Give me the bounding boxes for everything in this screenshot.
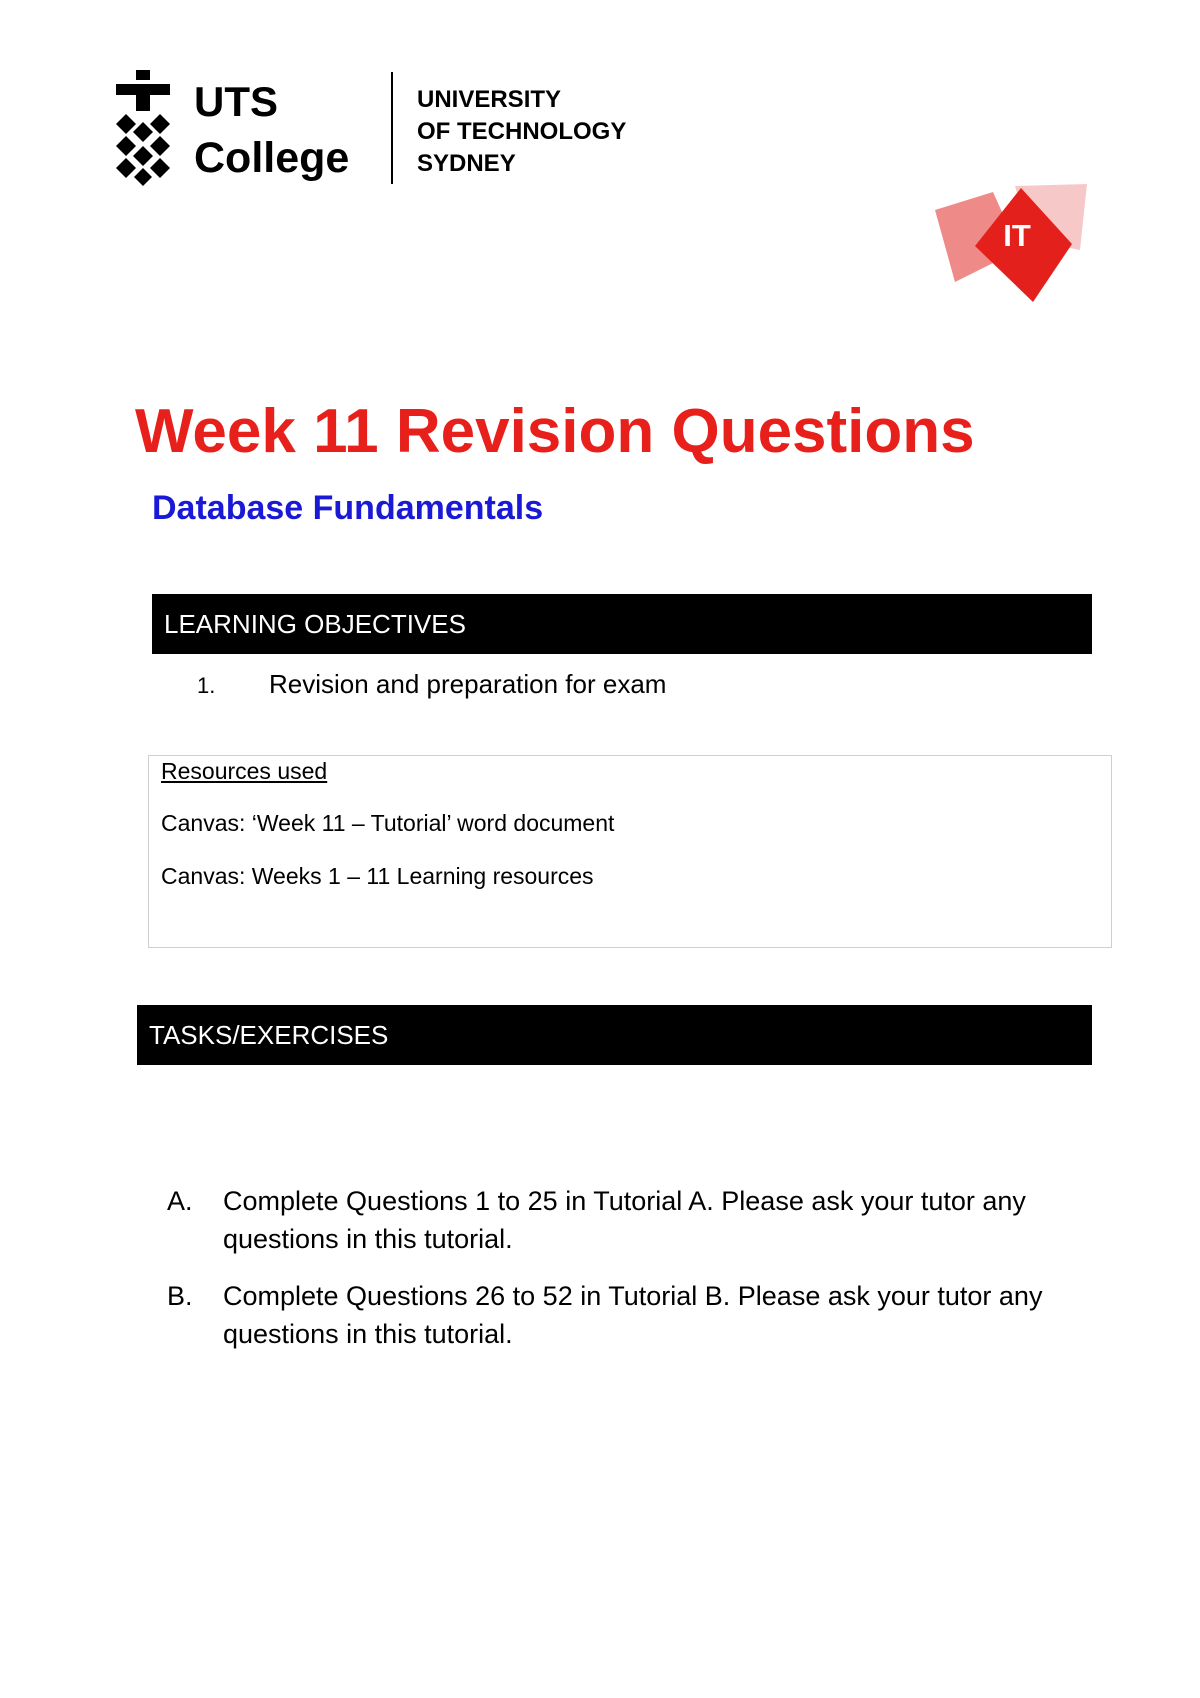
task-item (167, 1182, 1107, 1262)
list-item-text: Revision and preparation for exam (269, 669, 667, 699)
resources-box (148, 755, 1112, 948)
page-subtitle: Database Fundamentals (152, 489, 544, 527)
logo-college-text: College (194, 134, 350, 182)
logo-university-line-3: SYDNEY (417, 150, 516, 177)
task-text: Complete Questions 1 to 25 in Tutorial A. Please ask your tutor any questions in this tutorial. (223, 1186, 1026, 1254)
it-badge (935, 180, 1095, 305)
logo-university-line-2: OF TECHNOLOGY (417, 118, 627, 145)
list-item-number: 1. (197, 673, 216, 698)
list-item (197, 666, 1077, 706)
logo-uts-text: UTS (194, 78, 278, 125)
uts-crest-icon (112, 70, 174, 186)
it-badge-label: IT (1003, 218, 1031, 253)
task-marker: A. (167, 1186, 193, 1216)
tasks-exercises-heading: TASKS/EXERCISES (137, 1005, 1092, 1065)
uts-college-logo (112, 70, 662, 188)
logo-university-name (417, 84, 626, 180)
page-title: Week 11 Revision Questions (135, 397, 975, 466)
logo-divider (391, 72, 393, 184)
resource-item: Canvas: Weeks 1 – 11 Learning resources (161, 863, 594, 889)
task-marker: B. (167, 1281, 193, 1311)
resources-heading: Resources used (161, 758, 328, 784)
task-text: Complete Questions 26 to 52 in Tutorial B. Please ask your tutor any questions in this tutorial. (223, 1281, 1043, 1349)
logo-university-line-1: UNIVERSITY (417, 86, 562, 113)
task-item (167, 1277, 1107, 1357)
learning-objectives-heading: LEARNING OBJECTIVES (152, 594, 1092, 654)
resource-item: Canvas: ‘Week 11 – Tutorial’ word document (161, 810, 615, 836)
